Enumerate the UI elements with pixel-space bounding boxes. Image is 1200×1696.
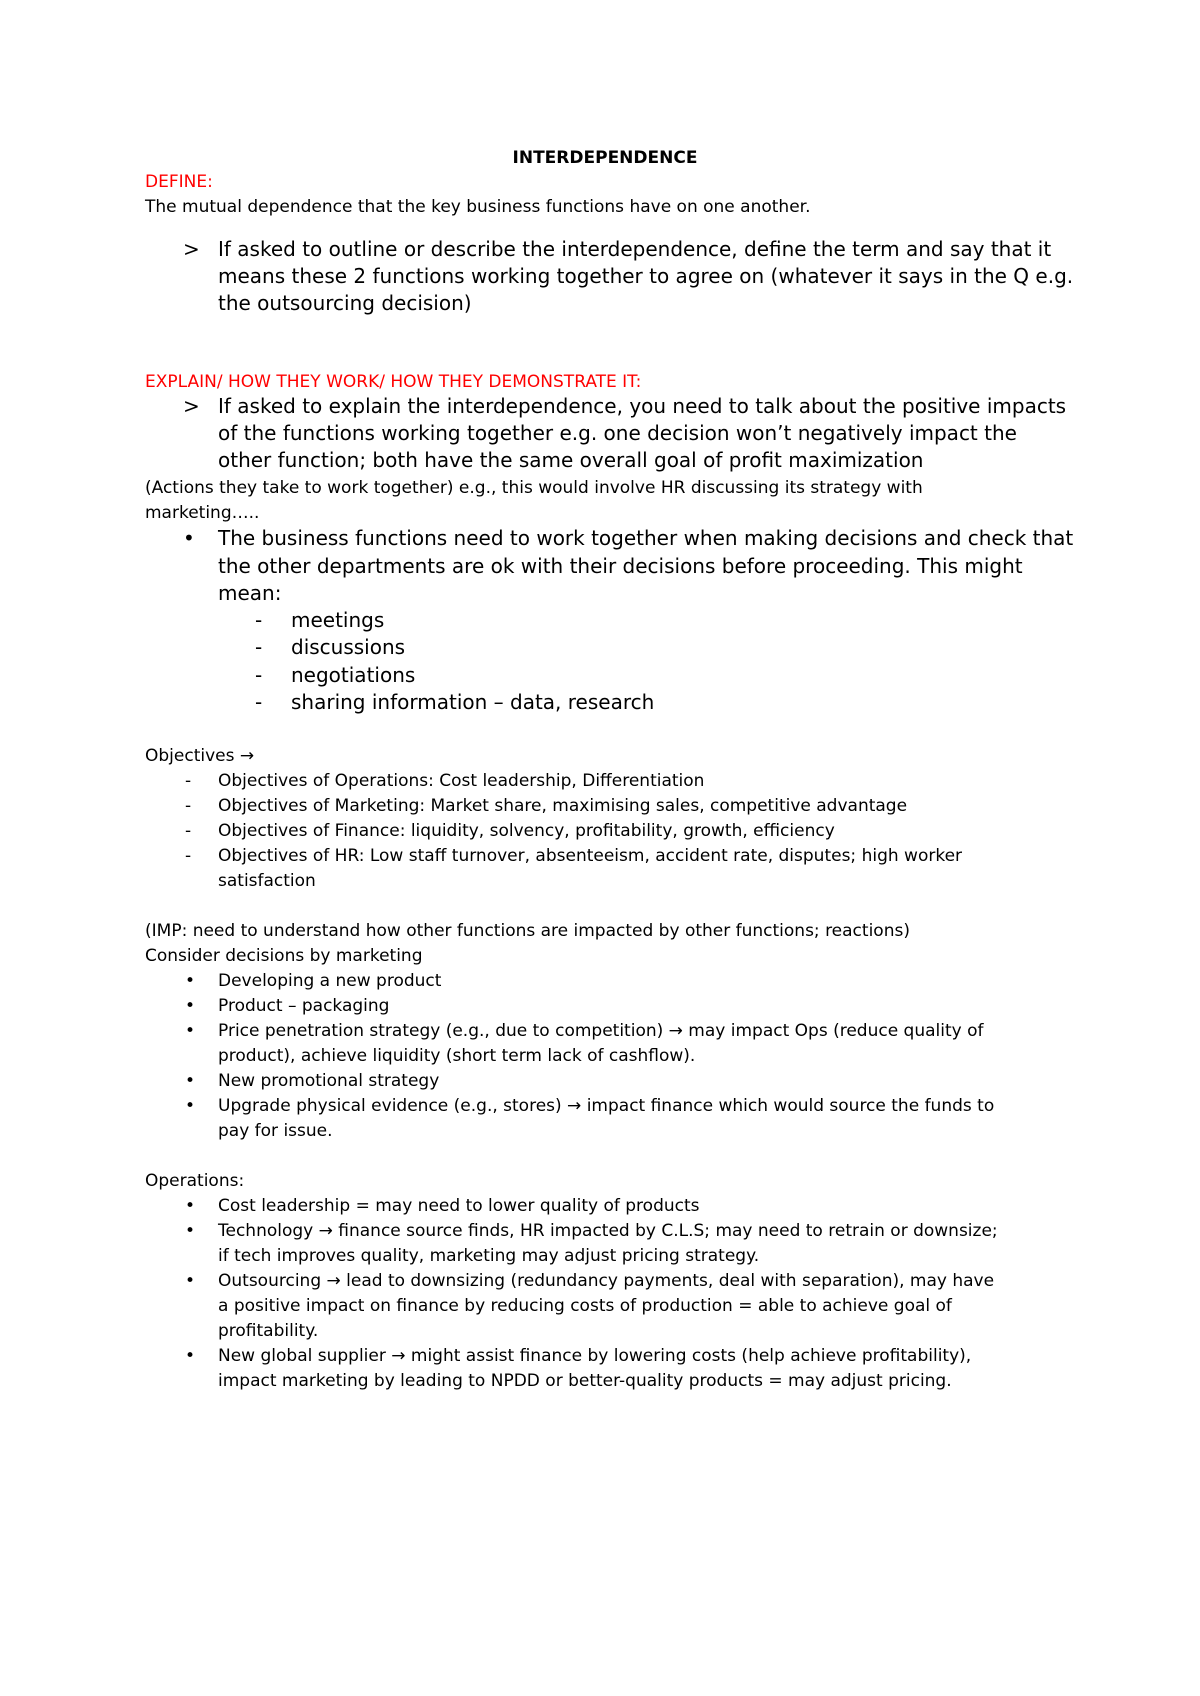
list-item: Cost leadership = may need to lower quality of products [218,1196,700,1216]
list-item: negotiations [291,663,416,687]
explain-heading: EXPLAIN/ HOW THEY WORK/ HOW THEY DEMONSTRATE IT: [145,372,642,392]
list-item-continuation: satisfaction [218,871,316,891]
dash-bullet-icon: - [185,821,192,841]
explain-tip-line: If asked to explain the interdependence, you need to talk about the positive impacts [218,394,1067,418]
dash-bullet-icon: - [255,635,263,659]
dash-bullet-icon: - [185,796,192,816]
list-item: Product – packaging [218,996,390,1016]
functions-bullet-line: the other departments are ok with their decisions before proceeding. This might [218,554,1023,578]
list-item-continuation: product), achieve liquidity (short term lack of cashflow). [218,1046,696,1066]
functions-bullet-line: mean: [218,581,282,605]
list-item: New promotional strategy [218,1071,440,1091]
dash-bullet-icon: - [185,846,192,866]
bullet-dot-icon: • [185,971,196,991]
list-item: New global supplier → might assist finance by lowering costs (help achieve profitability), [218,1346,972,1366]
list-item: Developing a new product [218,971,442,991]
bullet-dot-icon: • [185,1196,196,1216]
define-tip-line: the outsourcing decision) [218,291,472,315]
operations-heading: Operations: [145,1171,245,1191]
list-item: Technology → finance source finds, HR impacted by C.L.S; may need to retrain or downsize; [218,1221,998,1241]
document-title: INTERDEPENDENCE [512,148,698,168]
define-tip-line: If asked to outline or describe the interdependence, define the term and say that it [218,237,1052,261]
list-item-continuation: impact marketing by leading to NPDD or better-quality products = may adjust pricing. [218,1371,952,1391]
marketing-heading: Consider decisions by marketing [145,946,423,966]
arrow-bullet-icon: > [183,394,200,418]
dash-bullet-icon: - [255,690,263,714]
list-item: Objectives of Operations: Cost leadership, Differentiation [218,771,705,791]
list-item: Upgrade physical evidence (e.g., stores) → impact finance which would source the funds to [218,1096,995,1116]
bullet-dot-icon: • [185,1096,196,1116]
list-item: Price penetration strategy (e.g., due to competition) → may impact Ops (reduce quality of [218,1021,984,1041]
list-item: Objectives of Finance: liquidity, solvency, profitability, growth, efficiency [218,821,835,841]
list-item: Objectives of HR: Low staff turnover, absenteeism, accident rate, disputes; high worker [218,846,963,866]
list-item: sharing information – data, research [291,690,655,714]
list-item-continuation: if tech improves quality, marketing may adjust pricing strategy. [218,1246,760,1266]
objectives-heading: Objectives → [145,746,255,766]
imp-note: (IMP: need to understand how other functions are impacted by other functions; reactions) [145,921,910,941]
explain-tip-line: other function; both have the same overall goal of profit maximization [218,448,924,472]
functions-bullet-line: The business functions need to work together when making decisions and check that [218,526,1074,550]
arrow-bullet-icon: > [183,237,200,261]
dash-bullet-icon: - [185,771,192,791]
explain-tip-line: of the functions working together e.g. one decision won’t negatively impact the [218,421,1017,445]
actions-text-line: marketing….. [145,503,260,523]
bullet-dot-icon: • [185,1271,196,1291]
bullet-dot-icon: • [185,996,196,1016]
list-item: meetings [291,608,385,632]
list-item-continuation: pay for issue. [218,1121,333,1141]
define-text: The mutual dependence that the key business functions have on one another. [145,197,811,217]
dash-bullet-icon: - [255,608,263,632]
list-item: Objectives of Marketing: Market share, maximising sales, competitive advantage [218,796,908,816]
bullet-dot-icon: • [185,1346,196,1366]
list-item: discussions [291,635,406,659]
bullet-dot-icon: • [185,1071,196,1091]
list-item: Outsourcing → lead to downsizing (redundancy payments, deal with separation), may have [218,1271,995,1291]
actions-text-line: (Actions they take to work together) e.g., this would involve HR discussing its strategy with [145,478,923,498]
define-heading: DEFINE: [145,172,213,192]
define-tip-line: means these 2 functions working together to agree on (whatever it says in the Q e.g. [218,264,1074,288]
bullet-dot-icon: • [183,526,195,550]
bullet-dot-icon: • [185,1021,196,1041]
dash-bullet-icon: - [255,663,263,687]
bullet-dot-icon: • [185,1221,196,1241]
list-item-continuation: profitability. [218,1321,319,1341]
list-item-continuation: a positive impact on finance by reducing costs of production = able to achieve goal of [218,1296,952,1316]
